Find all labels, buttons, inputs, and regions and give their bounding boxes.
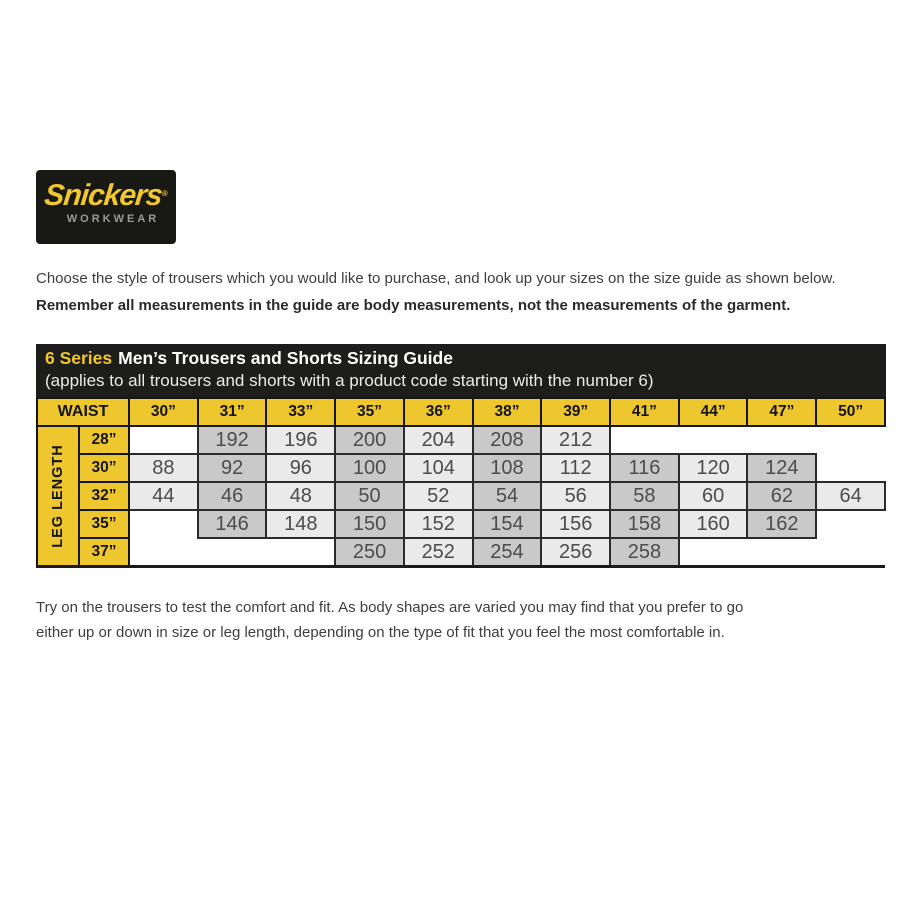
size-cell: 196 xyxy=(266,426,335,454)
logo-brand-text xyxy=(34,181,177,211)
table-row-leg-32 xyxy=(37,482,885,510)
waist-size-header: 41” xyxy=(610,398,679,426)
leg-size-header: 35” xyxy=(79,510,129,538)
sizing-guide xyxy=(36,344,886,568)
size-cell: 256 xyxy=(541,538,610,567)
table-row-leg-30 xyxy=(37,454,885,482)
size-cell: 212 xyxy=(541,426,610,454)
size-cell xyxy=(816,538,885,567)
size-cell: 54 xyxy=(473,482,542,510)
leg-size-header: 32” xyxy=(79,482,129,510)
size-cell: 160 xyxy=(679,510,748,538)
table-row-leg-37 xyxy=(37,538,885,567)
size-cell: 60 xyxy=(679,482,748,510)
table-title xyxy=(45,347,877,370)
size-cell xyxy=(747,538,816,567)
size-cell: 56 xyxy=(541,482,610,510)
size-cell: 64 xyxy=(816,482,885,510)
table-row-leg-28 xyxy=(37,426,885,454)
size-cell: 52 xyxy=(404,482,473,510)
size-cell: 158 xyxy=(610,510,679,538)
size-cell: 254 xyxy=(473,538,542,567)
logo-brand: Snickers xyxy=(42,179,164,212)
waist-size-header: 39” xyxy=(541,398,610,426)
size-cell xyxy=(816,454,885,482)
size-cell: 152 xyxy=(404,510,473,538)
size-cell xyxy=(679,426,748,454)
size-cell: 62 xyxy=(747,482,816,510)
waist-size-header: 30” xyxy=(129,398,198,426)
registered-mark-icon: ® xyxy=(161,189,169,198)
size-cell xyxy=(679,538,748,567)
size-cell xyxy=(266,538,335,567)
waist-size-header: 44” xyxy=(679,398,748,426)
size-cell xyxy=(129,510,198,538)
size-cell: 48 xyxy=(266,482,335,510)
size-cell: 148 xyxy=(266,510,335,538)
size-cell: 154 xyxy=(473,510,542,538)
size-cell: 44 xyxy=(129,482,198,510)
size-cell: 162 xyxy=(747,510,816,538)
outro-line-1: Try on the trousers to test the comfort and fit. As body shapes are varied you may find that you prefer to go xyxy=(36,599,744,616)
logo-subtext: WORKWEAR xyxy=(66,213,160,225)
size-grid-table xyxy=(36,397,886,568)
size-cell xyxy=(816,510,885,538)
waist-size-header: 47” xyxy=(747,398,816,426)
leg-length-header xyxy=(37,426,79,567)
size-cell: 116 xyxy=(610,454,679,482)
size-cell: 200 xyxy=(335,426,404,454)
table-title-rest: Men’s Trousers and Shorts Sizing Guide xyxy=(118,348,453,368)
size-cell xyxy=(198,538,267,567)
size-cell: 192 xyxy=(198,426,267,454)
size-cell: 252 xyxy=(404,538,473,567)
table-subtitle: (applies to all trousers and shorts with a product code starting with the number 6) xyxy=(45,371,654,390)
intro-line-1: Choose the style of trousers which you would like to purchase, and look up your sizes on the size guide as shown below. xyxy=(36,270,836,287)
size-cell: 258 xyxy=(610,538,679,567)
snickers-logo xyxy=(36,170,176,244)
size-cell: 146 xyxy=(198,510,267,538)
table-row-leg-35 xyxy=(37,510,885,538)
size-cell xyxy=(747,426,816,454)
intro-line-2: Remember all measurements in the guide are body measurements, not the measurements of the garment. xyxy=(36,297,791,314)
size-cell: 250 xyxy=(335,538,404,567)
size-cell: 150 xyxy=(335,510,404,538)
size-cell: 96 xyxy=(266,454,335,482)
size-cell: 112 xyxy=(541,454,610,482)
size-cell: 88 xyxy=(129,454,198,482)
waist-size-header: 35” xyxy=(335,398,404,426)
size-cell: 124 xyxy=(747,454,816,482)
size-cell xyxy=(129,426,198,454)
size-cell: 120 xyxy=(679,454,748,482)
size-cell: 46 xyxy=(198,482,267,510)
size-cell xyxy=(129,538,198,567)
size-cell: 156 xyxy=(541,510,610,538)
size-cell: 208 xyxy=(473,426,542,454)
waist-size-header: 50” xyxy=(816,398,885,426)
size-cell: 204 xyxy=(404,426,473,454)
table-title-series: 6 Series xyxy=(45,348,113,368)
leg-size-header: 30” xyxy=(79,454,129,482)
outro-line-2: either up or down in size or leg length, depending on the type of fit that you feel the most comfortable in. xyxy=(36,624,725,641)
size-cell: 104 xyxy=(404,454,473,482)
size-cell: 108 xyxy=(473,454,542,482)
size-cell: 100 xyxy=(335,454,404,482)
waist-size-header: 31” xyxy=(198,398,267,426)
leg-length-label: LEG LENGTH xyxy=(50,444,66,548)
size-cell: 50 xyxy=(335,482,404,510)
size-cell: 58 xyxy=(610,482,679,510)
leg-size-header: 37” xyxy=(79,538,129,567)
waist-header-label: WAIST xyxy=(37,398,129,426)
table-title-bar xyxy=(36,344,886,397)
waist-header-row xyxy=(37,398,885,426)
waist-size-header: 36” xyxy=(404,398,473,426)
waist-size-header: 33” xyxy=(266,398,335,426)
size-cell xyxy=(610,426,679,454)
leg-size-header: 28” xyxy=(79,426,129,454)
size-cell: 92 xyxy=(198,454,267,482)
waist-size-header: 38” xyxy=(473,398,542,426)
size-cell xyxy=(816,426,885,454)
